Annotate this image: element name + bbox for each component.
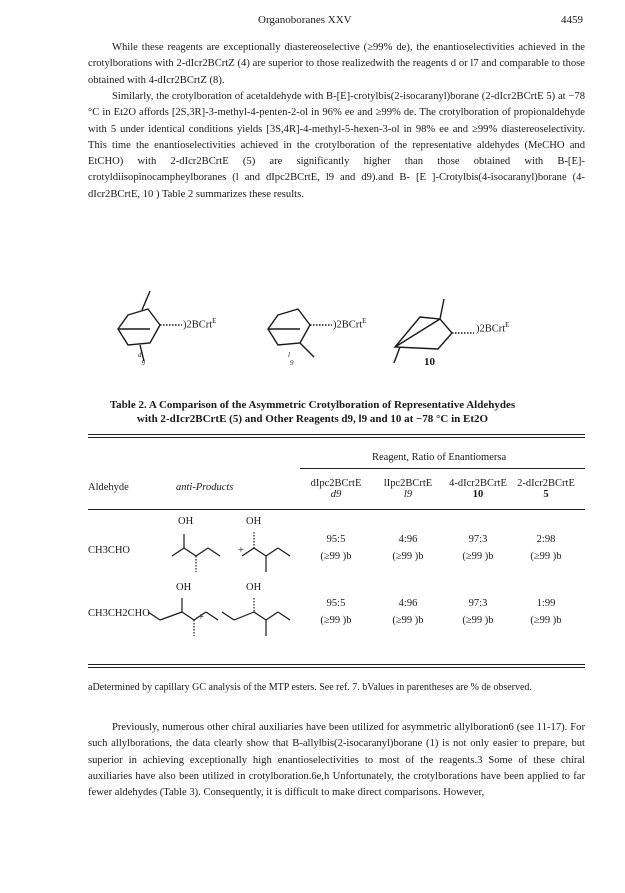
l9-ring [268,309,310,345]
table-caption-line-1: Table 2. A Comparison of the Asymmetric Crotylboration of Representative Aldehydes [109,399,516,411]
table-footnote: aDetermined by capillary GC analysis of the MTP esters. See ref. 7. bValues in parentheses are % de observed. [88,682,532,693]
row1-ratio-l9: 4:96 [398,534,418,545]
paragraph-2: Similarly, the crotylboration of acetaldehyde with B-[E]-crotylbis(2-isocaranyl)borane (2-dIcr2BCrtE 5) at −78 °C in Et2O affords [2S,3R]-3-methyl-4-penten-2-ol in 96% ee and ≥99% de. The crotylboration of propionaldehyde with 5 under identical conditions yields [3S,4R]-4-methyl-5-hexen-3-ol in 98% ee and ≥99% diastereoselectivity. This time the enantioselectivities achieved in the crotylboration of the representative aldehydes (MeCHO and EtCHO) with 2-dIcr2BCrtE (5) are significantly higher than those obtained with B-[E]-crotyldiisopinocampheylboranes (l and dIpc2BCrtE, l9 and d9).and B- [E ]-Crotylbis(4-isocaranyl)borane (4-dIcr2BCrtE, 10 ) Table 2 summarizes these results. [88,91,585,200]
row1-de-l9: (≥99 )b [392,551,424,562]
row2-de-10: (≥99 )b [462,615,494,626]
row2-de-d9: (≥99 )b [320,615,352,626]
structure-label-10: 10 [424,356,435,368]
row2-oh-1: OH [176,582,192,593]
row1-product-structures [160,528,300,576]
reagent-header-10: 4-dIcr2BCrtE 10 [449,478,507,500]
closing-paragraph: Previously, numerous other chiral auxiliaries have been utilized for asymmetric allylboration6 (see 11-17). For such allylborations, the data clearly show that B-allylbis(2-isocaranyl)borane (1) is not only easier to prepare, but superior in achieving exceptionally high enantioselectivities to most of the reagents.3 Some of these chiral auxiliaries have also been utilized in crotylboration.6e,h Unfortunately, the crotylborations have been applied to far fewer aldehydes (Table 3). Consequently, it is difficult to make direct comparisons. However, [88,722,585,799]
row1-ratio-5: 2:98 [536,534,556,545]
row1-ratio-10: 97:3 [468,534,488,545]
aldehyde-acetaldehyde: CH3CHO [88,545,131,556]
table-top-rule [88,434,585,435]
row2-oh-2: OH [246,582,262,593]
row2-ratio-l9: 4:96 [398,598,418,609]
running-title: Organoboranes XXV [258,14,352,26]
structure-group-d9: )2BCrt$^E$ [183,317,217,331]
aldehyde-propionaldehyde: CH3CH2CHO [88,608,150,619]
row1-de-d9: (≥99 )b [320,551,352,562]
table-bottom-rule [88,664,585,665]
reagent-header-d9: dIpc2BCrtE d9 [310,478,362,500]
reagent-group-rule [300,468,585,469]
structure-label-l9: $^l_9$ [288,351,294,367]
10-ring [395,317,452,349]
col-products: anti-Products [176,482,234,493]
reagent-header-l9: lIpc2BCrtE l9 [383,478,433,500]
reagent-structures [100,285,540,395]
row2-de-l9: (≥99 )b [392,615,424,626]
row1-ratio-d9: 95:5 [326,534,346,545]
row2-ratio-d9: 95:5 [326,598,346,609]
structure-group-10: )2BCrt$^E$ [476,321,510,335]
header-bottom-rule [88,509,585,510]
structure-label-d9: $^d_9$ [138,351,145,367]
page-number: 4459 [561,14,583,26]
paragraph-1: While these reagents are exceptionally diastereoselective (≥99% de), the enantioselectivities achieved in the crotylborations with 2-dIcr2BCrtZ (4) are superior to those realizedwith the reagents d or l7 and comparable to those obtained with 4-dIcr2BCrtZ (8). [88,42,585,86]
structure-group-l9: )2BCrt$^E$ [333,317,367,331]
row1-oh-1: OH [178,516,194,527]
row2-ratio-10: 97:3 [468,598,488,609]
row2-ratio-5: 1:99 [536,598,556,609]
table-caption-line-2: with 2-dIcr2BCrtE (5) and Other Reagents d9, l9 and 10 at −78 °C in Et2O [136,413,489,425]
row2-de-5: (≥99 )b [530,615,562,626]
row1-plus: + [238,545,244,556]
reagent-group-header: Reagent, Ratio of Enantiomersa [372,452,507,463]
table-bottom-rule-double [88,667,585,668]
row1-de-10: (≥99 )b [462,551,494,562]
row1-de-5: (≥99 )b [530,551,562,562]
reagent-header-5: 2-dIcr2BCrtE 5 [517,478,575,500]
row1-oh-2: OH [246,516,262,527]
table-top-rule-double [88,437,585,438]
col-aldehyde: Aldehyde [88,482,129,493]
d9-ring [118,309,160,345]
row2-product-structures [146,594,300,640]
row2-plus: + [198,612,204,623]
